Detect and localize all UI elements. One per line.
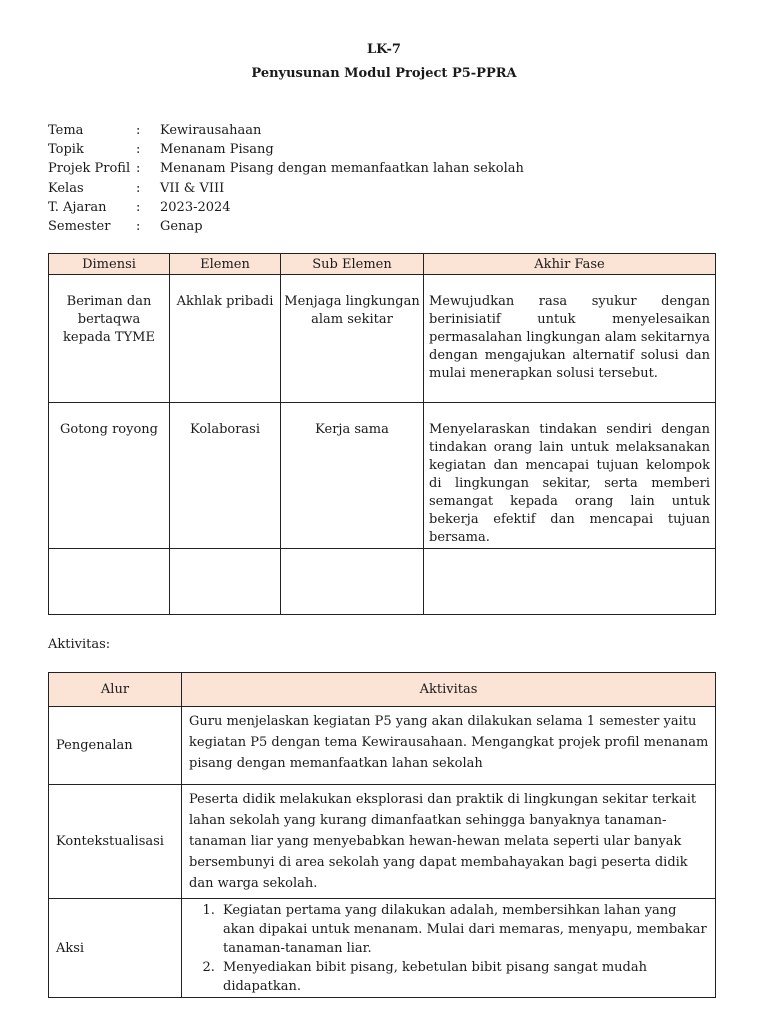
aksi-list (189, 901, 709, 996)
meta-colon: : (136, 142, 141, 158)
col-header-aktivitas: Aktivitas (182, 673, 716, 707)
col-header-akhir-fase: Akhir Fase (424, 254, 716, 275)
cell-aktivitas (182, 899, 716, 998)
meta-value: Genap (160, 218, 203, 234)
meta-colon: : (136, 180, 141, 196)
meta-value: VII & VIII (160, 180, 225, 196)
activity-table (48, 672, 716, 998)
cell-aktivitas: Guru menjelaskan kegiatan P5 yang akan dilakukan selama 1 semester yaitu kegiatan P5 dengan tema Kewirausahaan. Mengangkat projek profil menanam pisang dengan memanfaatkan lahan sekolah (182, 707, 716, 785)
cell-alur: Aksi (49, 899, 182, 998)
list-item: 1. Kegiatan pertama yang dilakukan adalah, membersihkan lahan yang akan dipakai untuk menanam. Mulai dari memaras, menyapu, membakar tanaman-tanaman liar. (219, 901, 709, 958)
meta-value: Menanam Pisang dengan memanfaatkan lahan sekolah (160, 161, 524, 177)
cell-dimensi (49, 549, 170, 615)
meta-row-kelas (48, 179, 728, 198)
cell-sub-elemen (281, 549, 424, 615)
meta-colon: : (136, 123, 141, 138)
cell-alur: Pengenalan (49, 707, 182, 785)
col-header-alur: Alur (49, 673, 182, 707)
meta-row-semester (48, 217, 728, 236)
cell-dimensi: Beriman dan bertaqwa kepada TYME (49, 275, 170, 403)
meta-value: Menanam Pisang (160, 142, 274, 158)
cell-sub-elemen: Kerja sama (281, 403, 424, 549)
aktivitas-label: Aktivitas: (48, 637, 111, 652)
table-row (49, 785, 716, 899)
document-code: LK-7 (367, 42, 401, 57)
cell-aktivitas: Peserta didik melakukan eksplorasi dan praktik di lingkungan sekitar terkait lahan sekolah yang kurang dimanfaatkan sehingga banyaknya tanaman-tanaman liar yang menyebabkan hewan-hewan melata seperti ular banyak bersembunyi di area sekolah yang dapat membahayakan bagi peserta didik dan warga sekolah. (182, 785, 716, 899)
cell-elemen (170, 549, 281, 615)
meta-label: Semester (48, 218, 111, 234)
meta-row-tahun-ajaran (48, 198, 728, 217)
col-header-dimensi: Dimensi (49, 254, 170, 275)
meta-colon: : (136, 218, 141, 234)
meta-colon: : (136, 161, 141, 177)
col-header-elemen: Elemen (170, 254, 281, 275)
cell-elemen: Akhlak pribadi (170, 275, 281, 403)
meta-info (48, 121, 728, 236)
table-header-row (49, 673, 716, 707)
meta-colon: : (136, 199, 141, 215)
document-title: Penyusunan Modul Project P5-PPRA (251, 66, 517, 81)
meta-label: Projek Profil (48, 161, 131, 177)
cell-akhir-fase (424, 549, 716, 615)
table-header-row (49, 254, 716, 275)
meta-row-topik (48, 140, 728, 159)
table-row-empty (49, 549, 716, 615)
meta-label: T. Ajaran (48, 199, 107, 215)
col-header-sub-elemen: Sub Elemen (281, 254, 424, 275)
table-row (49, 707, 716, 785)
table-row (49, 899, 716, 998)
cell-dimensi: Gotong royong (49, 403, 170, 549)
table-row (49, 275, 716, 403)
list-item: 2. Menyediakan bibit pisang, kebetulan bibit pisang sangat mudah didapatkan. (219, 958, 709, 996)
meta-label: Kelas (48, 180, 84, 196)
meta-label: Topik (48, 142, 84, 158)
meta-value: 2023-2024 (160, 199, 231, 215)
cell-akhir-fase: Mewujudkan rasa syukur dengan berinisiatif untuk menyelesaikan permasalahan lingkungan alam sekitarnya dengan mengajukan alternatif solusi dan mulai menerapkan solusi tersebut. (424, 275, 716, 403)
cell-alur: Kontekstualisasi (49, 785, 182, 899)
cell-elemen: Kolaborasi (170, 403, 281, 549)
meta-row-tema (48, 121, 728, 140)
table-row (49, 403, 716, 549)
cell-akhir-fase: Menyelaraskan tindakan sendiri dengan tindakan orang lain untuk melaksanakan kegiatan dan mencapai tujuan kelompok di lingkungan sekitar, serta memberi semangat kepada orang lain untuk bekerja efektif dan mencapai tujuan bersama. (424, 403, 716, 549)
meta-label: Tema (48, 123, 84, 138)
dimension-table (48, 253, 716, 615)
cell-sub-elemen: Menjaga lingkungan alam sekitar (281, 275, 424, 403)
meta-row-projek-profil (48, 159, 728, 178)
meta-value: Kewirausahaan (160, 123, 262, 138)
